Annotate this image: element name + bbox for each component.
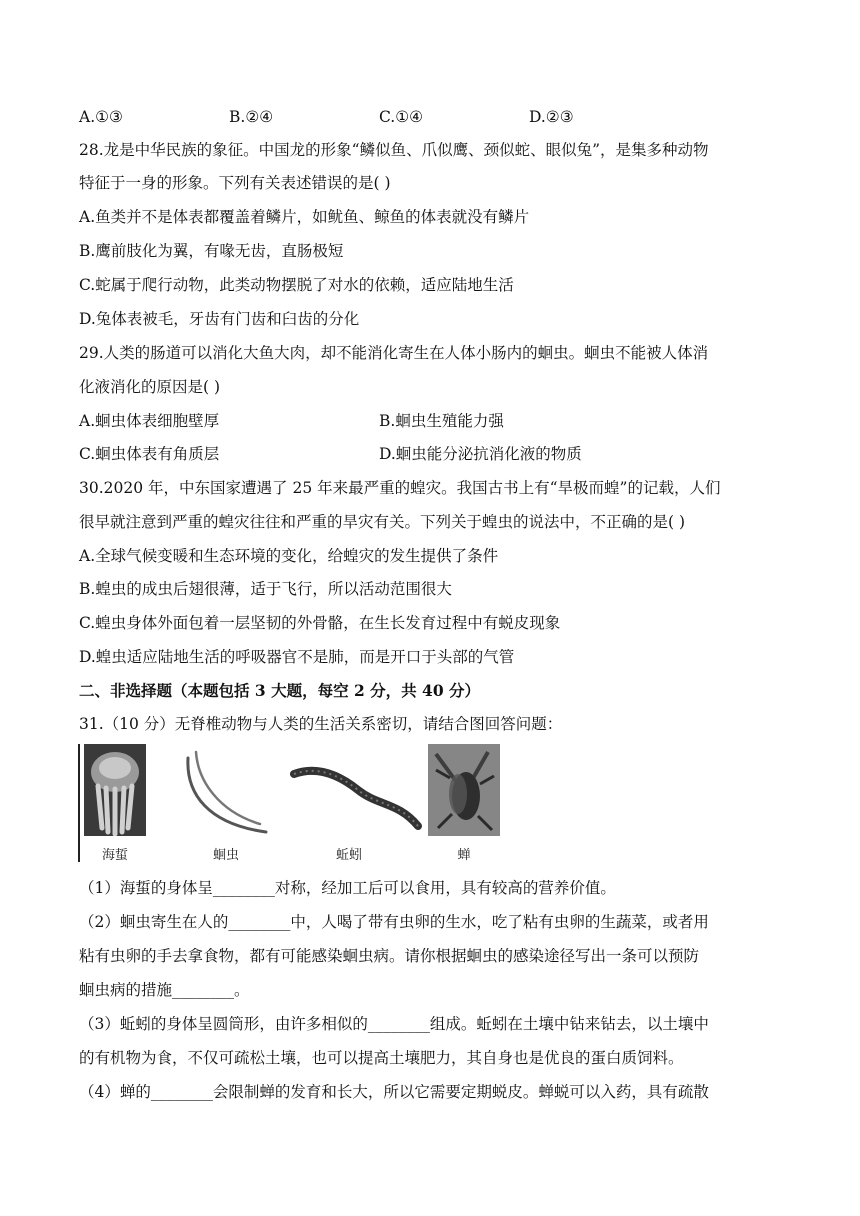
earthworm-caption: 蚯蚓 — [335, 848, 362, 863]
q27-option-d: D.②③ — [529, 108, 574, 126]
q31-part2-line3: 蛔虫病的措施________。 — [79, 981, 250, 999]
q31-part2-line2: 粘有虫卵的手去拿食物，都有可能感染蛔虫病。请你根据蛔虫的感染途径写出一条可以预防 — [79, 947, 700, 965]
roundworm-image — [178, 744, 274, 839]
q29-options-row1 — [79, 410, 779, 432]
jellyfish-image — [84, 744, 146, 836]
q29-option-a: A.蛔虫体表细胞壁厚 — [79, 412, 220, 430]
cicada-image — [428, 744, 500, 836]
q28-option-a: A.鱼类并不是体表都覆盖着鳞片，如鱿鱼、鲸鱼的体表就没有鳞片 — [79, 208, 530, 226]
q29-option-b: B.蛔虫生殖能力强 — [379, 412, 504, 430]
q31-part1: （1）海蜇的身体呈________对称，经加工后可以食用，具有较高的营养价值。 — [79, 879, 616, 897]
q30-option-c: C.蝗虫身体外面包着一层坚韧的外骨骼，在生长发育过程中有蜕皮现象 — [79, 614, 561, 632]
earthworm-image — [288, 744, 423, 844]
q31-stem: 31.（10 分）无脊椎动物与人类的生活关系密切，请结合图回答问题： — [79, 715, 563, 733]
q29-option-d: D.蛔虫能分泌抗消化液的物质 — [379, 445, 582, 463]
q30-option-d: D.蝗虫适应陆地生活的呼吸器官不是肺，而是开口于头部的气管 — [79, 648, 515, 666]
q28-stem-line2: 特征于一身的形象。下列有关表述错误的是( ) — [79, 174, 391, 192]
q30-option-a: A.全球气候变暖和生态环境的变化，给蝗灾的发生提供了条件 — [79, 547, 499, 565]
q31-figure — [78, 744, 508, 864]
q28-option-d: D.兔体表被毛，牙齿有门齿和臼齿的分化 — [79, 310, 360, 328]
q31-part3-line1: （3）蚯蚓的身体呈圆筒形，由许多相似的________组成。蚯蚓在土壤中钻来钻去，以土壤中 — [79, 1015, 709, 1033]
q30-stem-line2: 很早就注意到严重的蝗灾往往和严重的旱灾有关。下列关于蝗虫的说法中，不正确的是( ) — [79, 513, 686, 531]
q31-part4-line1: （4）蝉的________会限制蝉的发育和长大，所以它需要定期蜕皮。蝉蜕可以入药，具有疏散 — [79, 1083, 709, 1101]
q31-part3-line2: 的有机物为食，不仅可疏松土壤，也可以提高土壤肥力，其自身也是优良的蛋白质饲料。 — [79, 1049, 684, 1067]
section2-title: 二、非选择题（本题包括 3 大题，每空 2 分，共 40 分） — [79, 681, 481, 700]
q30-stem-line1: 30.2020 年，中东国家遭遇了 25 年来最严重的蝗灾。我国古书上有“旱极而蝗”的记载，人们 — [79, 479, 721, 497]
q27-option-b: B.②④ — [229, 108, 274, 126]
roundworm-caption: 蛔虫 — [212, 848, 239, 863]
q29-option-c: C.蛔虫体表有角质层 — [79, 445, 220, 463]
q27-options — [79, 106, 779, 128]
q31-part2-line1: （2）蛔虫寄生在人的________中，人喝了带有虫卵的生水，吃了粘有虫卵的生蔬菜，或者用 — [79, 913, 709, 931]
q29-stem-line2: 化液消化的原因是( ) — [79, 378, 221, 396]
q28-stem-line1: 28.龙是中华民族的象征。中国龙的形象“鳞似鱼、爪似鹰、颈似蛇、眼似兔”，是集多种动物 — [79, 141, 709, 159]
q28-option-c: C.蛇属于爬行动物，此类动物摆脱了对水的依赖，适应陆地生活 — [79, 276, 514, 294]
jellyfish-caption: 海蜇 — [101, 848, 128, 863]
q27-option-c: C.①④ — [379, 108, 424, 126]
q28-option-b: B.鹰前肢化为翼，有喙无齿，直肠极短 — [79, 242, 344, 260]
q29-stem-line1: 29.人类的肠道可以消化大鱼大肉，却不能消化寄生在人体小肠内的蛔虫。蛔虫不能被人体消 — [79, 344, 709, 362]
q30-option-b: B.蝗虫的成虫后翅很薄，适于飞行，所以活动范围很大 — [79, 580, 452, 598]
q27-option-a: A.①③ — [79, 108, 123, 126]
cicada-caption: 蝉 — [457, 848, 471, 863]
q29-options-row2 — [79, 443, 779, 465]
